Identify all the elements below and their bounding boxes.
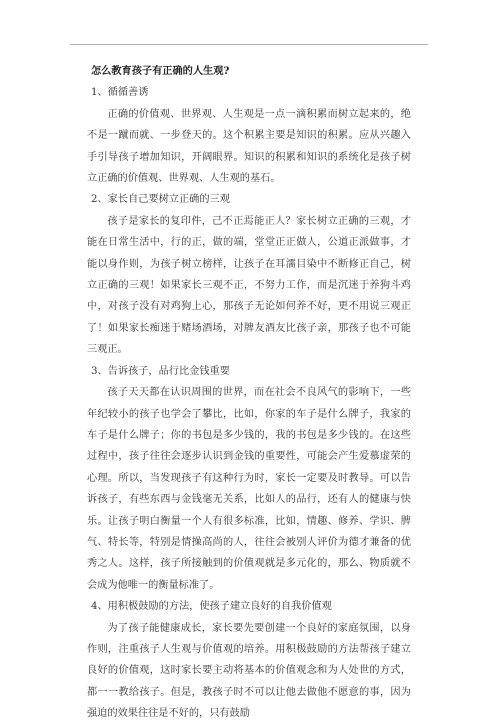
section-heading-2: 2、家长自己要树立正确的三观 <box>91 194 230 206</box>
document-title: 怎么教育孩子有正确的人生观? <box>91 65 230 77</box>
section-paragraph-3: 孩子天天都在认识周围的世界，而在社会不良风气的影响下，一些年纪较小的孩子也学会了攀比，比如，你家的车子是什么牌子，我家的车子是什么牌子；你的书包是多少钱的，我的书包是多少钱的。在这些过程中，孩子往往会逐步认识到金钱的重要性，可能会产生爱慕虚荣的心理。所以，当发现孩子有这种行为时，家长一定要及时教导。可以告诉孩子，有些东西与金钱毫无关系，比如人的品行，还有人的健康与快乐。让孩子明白衡量一个人有很多标准，比如，情趣、修养、学识、脾气、特长等，特别是情操高尚的人，往往会被别人评价为德才兼备的优秀之人。这样，孩子所接触到的价值观就是多元化的，那么、物质就不会成为他唯一的衡量标准了。 <box>87 387 411 591</box>
section-paragraph-4: 为了孩子能健康成长，家长要先要创建一个良好的家庭氛围，以身作则，注重孩子人生观与价值观的培养。用积极鼓励的方法帮孩子建立良好的价值观，这时家长要主动将基本的价值观念和为人处世的方式，都一一教给孩子。但是，教孩子时不可以让他去做他不愿意的事，因为强迫的效果往往是不好的，只有鼓励 <box>87 622 411 720</box>
section-heading-1: 1、循循善诱 <box>91 87 149 99</box>
section-paragraph-2: 孩子是家长的复印件，己不正焉能正人？家长树立正确的三观，才能在日常生活中，行的正，做的端，堂堂正正做人，公道正派做事，才能以身作则，为孩子树立榜样，让孩子在耳濡目染中不断修正自己，树立正确的三观！如果家长三观不正，不努力工作，而是沉迷于养狗斗鸡中，对孩子没有对鸡狗上心，那孩子无论如何养不好，更不用说三观正了！如果家长痴迷于赌场酒场，对牌友酒友比孩子亲，那孩子也不可能三观正。 <box>87 215 411 356</box>
document-body <box>87 61 411 725</box>
section-heading-4: 4、用积极鼓励的方法，使孩子建立良好的自我价值观 <box>91 601 332 613</box>
section-heading-3: 3、告诉孩子，品行比金钱重要 <box>91 365 230 377</box>
section-paragraph-1: 正确的价值观、世界观、人生观是一点一滴积累而树立起来的，绝不是一蹴而就、一步登天的。这个积累主要是知识的积累。应从兴趣入手引导孩子增加知识，开阔眼界。知识的积累和知识的系统化是孩子树立正确的价值观、世界观、人生观的基石。 <box>87 108 411 185</box>
header-rule <box>70 44 428 45</box>
